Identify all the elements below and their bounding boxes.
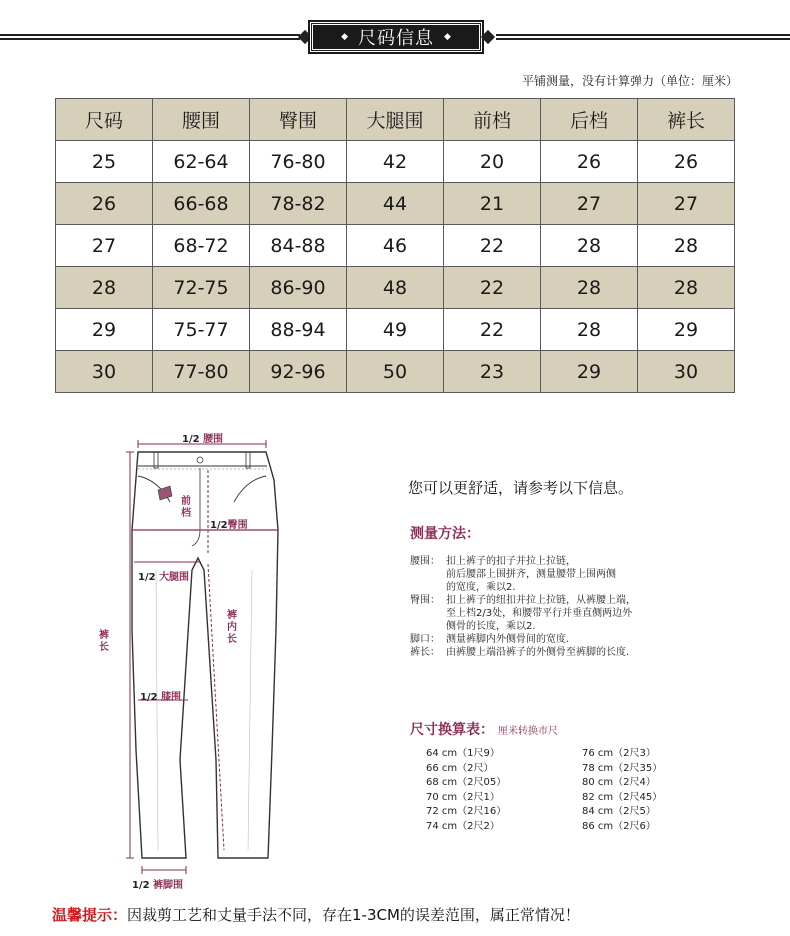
table-header-row bbox=[56, 99, 735, 141]
inseam-label: 裤内长 bbox=[227, 610, 237, 645]
table-cell: 28 bbox=[541, 225, 638, 267]
method-item: 臀围： 扣上裤子的纽扣并拉上拉链，从裤腰上端， 至上档2/3处，和腰带平行并垂直侧两边外 侧骨的长度，乘以2. bbox=[410, 595, 636, 632]
conversion-item: 76 cm（2尺3） bbox=[582, 748, 656, 759]
table-cell: 27 bbox=[638, 183, 735, 225]
method-item: 脚口： 测量裤脚内外侧骨间的宽度. bbox=[410, 634, 570, 645]
conversion-item: 80 cm（2尺4） bbox=[582, 777, 656, 788]
conversion-item: 86 cm（2尺6） bbox=[582, 820, 656, 832]
table-cell: 28 bbox=[541, 309, 638, 351]
table-cell: 88-94 bbox=[250, 309, 347, 351]
method-title: 测量方法： bbox=[410, 526, 480, 542]
table-cell: 78-82 bbox=[250, 183, 347, 225]
conversion-item: 82 cm（2尺45） bbox=[582, 791, 663, 803]
table-row bbox=[56, 351, 735, 393]
title-diamond-right bbox=[481, 30, 495, 44]
table-cell: 72-75 bbox=[153, 267, 250, 309]
table-cell: 26 bbox=[638, 141, 735, 183]
length-label: 裤长 bbox=[99, 630, 109, 653]
conversion-item: 66 cm（2尺） bbox=[426, 762, 494, 774]
table-cell: 21 bbox=[444, 183, 541, 225]
table-cell: 22 bbox=[444, 267, 541, 309]
method-term: 裤长： bbox=[410, 647, 440, 658]
column-header: 后档 bbox=[541, 99, 638, 141]
table-row bbox=[56, 225, 735, 267]
table-cell: 30 bbox=[638, 351, 735, 393]
conversion-item: 70 cm（2尺1） bbox=[426, 791, 500, 803]
table-cell: 76-80 bbox=[250, 141, 347, 183]
measurement-method-list bbox=[410, 555, 726, 659]
table-cell: 66-68 bbox=[153, 183, 250, 225]
table-cell: 20 bbox=[444, 141, 541, 183]
conversion-item: 78 cm（2尺35） bbox=[582, 762, 663, 774]
conversion-title: 尺寸换算表： 厘米转换市尺 bbox=[410, 722, 558, 738]
intro-text: 您可以更舒适，请参考以下信息。 bbox=[408, 479, 634, 497]
table-cell: 92-96 bbox=[250, 351, 347, 393]
table-cell: 28 bbox=[541, 267, 638, 309]
table-cell: 84-88 bbox=[250, 225, 347, 267]
title-dot-right: ◆ bbox=[444, 32, 451, 42]
waist-label: 1/2 腰围 bbox=[182, 434, 224, 445]
tip-label: 温馨提示： bbox=[52, 906, 128, 924]
tip-text: 因裁剪工艺和丈量手法不同，存在1-3CM的误差范围，属正常情况！ bbox=[127, 906, 580, 924]
footer-tip bbox=[52, 904, 580, 925]
method-item: 裤长： 由裤腰上端沿裤子的外侧骨至裤脚的长度. bbox=[410, 647, 630, 658]
section-title-box bbox=[310, 22, 482, 52]
column-header: 臀围 bbox=[250, 99, 347, 141]
table-cell: 49 bbox=[347, 309, 444, 351]
table-cell: 26 bbox=[56, 183, 153, 225]
measure-note: 平铺测量，没有计算弹力（单位：厘米） bbox=[521, 74, 738, 88]
column-header: 尺码 bbox=[56, 99, 153, 141]
hip-label: 1/2臀围 bbox=[210, 520, 248, 531]
table-cell: 29 bbox=[638, 309, 735, 351]
hem-label: 1/2 裤脚围 bbox=[132, 880, 184, 891]
table-cell: 44 bbox=[347, 183, 444, 225]
title-rule-right bbox=[496, 34, 790, 40]
table-cell: 27 bbox=[541, 183, 638, 225]
section-title-bar bbox=[0, 22, 790, 52]
table-cell: 50 bbox=[347, 351, 444, 393]
pants-illustration bbox=[96, 430, 306, 890]
conversion-item: 84 cm（2尺5） bbox=[582, 806, 656, 817]
table-cell: 62-64 bbox=[153, 141, 250, 183]
column-header: 大腿围 bbox=[347, 99, 444, 141]
title-dot-left: ◆ bbox=[341, 32, 348, 42]
page-title: 尺码信息 bbox=[358, 28, 434, 49]
table-cell: 28 bbox=[638, 225, 735, 267]
table-cell: 28 bbox=[56, 267, 153, 309]
knee-label: 1/2 膝围 bbox=[140, 692, 182, 703]
table-cell: 22 bbox=[444, 309, 541, 351]
table-cell: 27 bbox=[56, 225, 153, 267]
column-header: 前档 bbox=[444, 99, 541, 141]
table-cell: 75-77 bbox=[153, 309, 250, 351]
method-item: 腰围： 扣上裤子的扣子并拉上拉链， 前后腰部上围拼齐，测量腰带上围两侧 的宽度，乘以2. bbox=[410, 556, 616, 593]
table-row bbox=[56, 309, 735, 351]
table-cell: 26 bbox=[541, 141, 638, 183]
table-cell: 28 bbox=[638, 267, 735, 309]
table-cell: 68-72 bbox=[153, 225, 250, 267]
table-cell: 77-80 bbox=[153, 351, 250, 393]
title-rule-left bbox=[0, 34, 300, 40]
method-term: 腰围： bbox=[410, 556, 440, 567]
front-rise-label: 前档 bbox=[181, 496, 191, 519]
size-table bbox=[55, 98, 735, 393]
conversion-item: 74 cm（2尺2） bbox=[426, 820, 500, 832]
method-term: 臀围： bbox=[410, 595, 440, 606]
pants-diagram bbox=[96, 430, 306, 890]
table-cell: 25 bbox=[56, 141, 153, 183]
method-term: 脚口： bbox=[410, 634, 440, 645]
conversion-item: 68 cm（2尺05） bbox=[426, 777, 507, 788]
thigh-label: 1/2 大腿围 bbox=[138, 572, 190, 583]
table-cell: 29 bbox=[56, 309, 153, 351]
table-row bbox=[56, 141, 735, 183]
table-cell: 29 bbox=[541, 351, 638, 393]
conversion-item: 72 cm（2尺16） bbox=[426, 806, 507, 817]
column-header: 腰围 bbox=[153, 99, 250, 141]
conversion-item: 64 cm（1尺9） bbox=[426, 748, 500, 759]
table-cell: 48 bbox=[347, 267, 444, 309]
column-header: 裤长 bbox=[638, 99, 735, 141]
table-cell: 42 bbox=[347, 141, 444, 183]
conversion-subtitle: 厘米转换市尺 bbox=[498, 726, 558, 737]
table-cell: 22 bbox=[444, 225, 541, 267]
table-cell: 46 bbox=[347, 225, 444, 267]
table-row bbox=[56, 183, 735, 225]
table-cell: 86-90 bbox=[250, 267, 347, 309]
table-cell: 23 bbox=[444, 351, 541, 393]
table-row bbox=[56, 267, 735, 309]
table-cell: 30 bbox=[56, 351, 153, 393]
